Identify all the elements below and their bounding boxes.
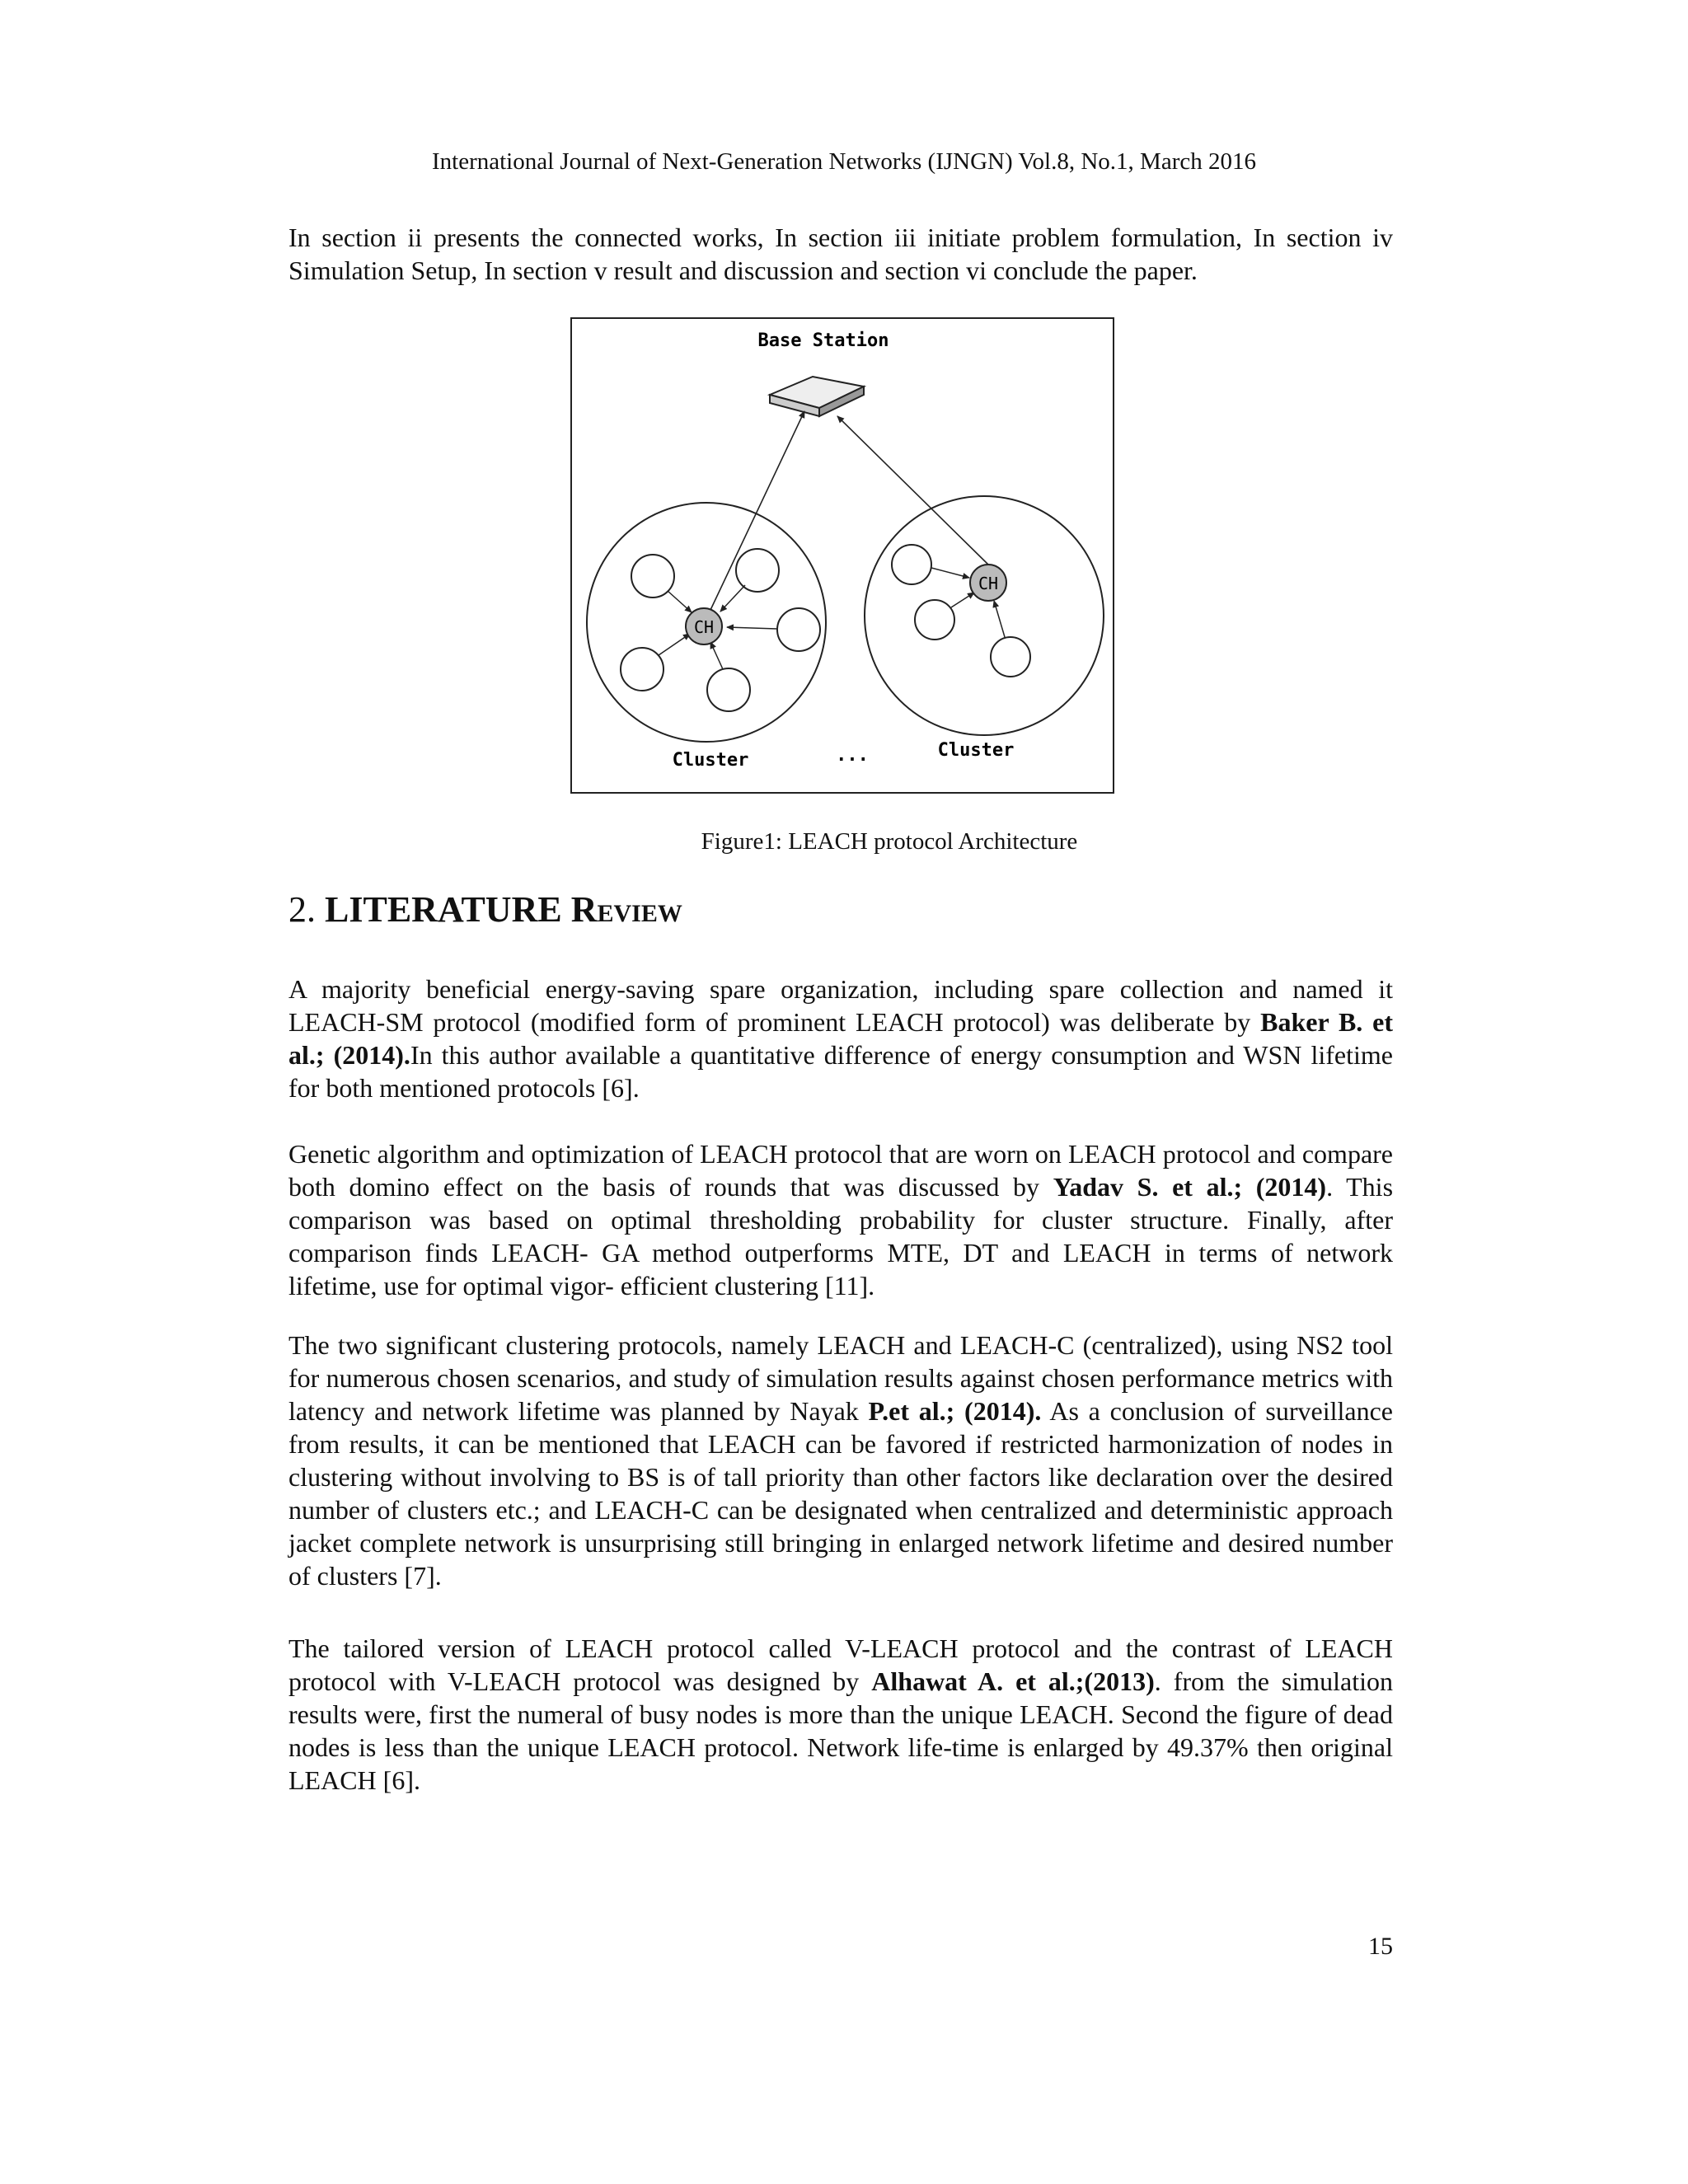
node (707, 668, 750, 711)
citation-baker: Baker B. et al.; (2014). (288, 1007, 1394, 1070)
section-title-small: EVIEW (597, 900, 682, 927)
section-heading (288, 888, 682, 930)
journal-header: International Journal of Next-Generation Networks (IJNGN) Vol.8, No.1, March 2016 (431, 148, 1256, 175)
base-station-icon (770, 377, 864, 416)
section-title-main: LITERATURE (325, 889, 562, 930)
cluster-label-2: Cluster (937, 740, 1015, 761)
link-ch2-to-bs (837, 416, 988, 565)
base-station-label: Base Station (757, 330, 889, 351)
node (736, 549, 779, 592)
node (915, 600, 954, 640)
cluster-ellipsis: ... (836, 745, 869, 766)
node (777, 608, 820, 651)
ch-label: CH (693, 617, 715, 637)
leach-architecture-figure (570, 317, 1114, 794)
page-number: 15 (1368, 1933, 1393, 1960)
citation-alhawat: Alhawat A. et al.;(2013) (871, 1666, 1155, 1696)
node (621, 648, 663, 691)
node (892, 545, 931, 584)
citation-nayak: P.et al.; (2014). (868, 1396, 1042, 1426)
paragraph-3: The two significant clustering protocols, namely LEACH and LEACH-C (centralized), using NS2 tool for numerous chosen scenarios, and study of simulation results against chosen performance metrics with latency and network lifetime was planned by Nayak P.et al.; (2014). As a conclusion of surveillance from results, it can be mentioned that LEACH can be favored if restricted harmonization of nodes in clustering without involving to BS is of tall priority than other factors like declaration over the desired number of clusters etc.; and LEACH-C can be designated when centralized and deterministic approach jacket complete network is unsurprising still bringing in enlarged network lifetime and desired number of clusters [7]. (288, 1330, 1394, 1591)
figure-caption: Figure1: LEACH protocol Architecture (701, 828, 1078, 855)
paragraph-1: A majority beneficial energy-saving spare organization, including spare collection and named it LEACH-SM protocol (modified form of prominent LEACH protocol) was deliberate by Baker B. et al.; (2014).In this author available a quantitative difference of energy consumption and WSN lifetime for both mentioned protocols [6]. (288, 974, 1394, 1103)
node (991, 637, 1030, 677)
intro-paragraph: In section ii presents the connected works, In section iii initiate problem formulation, In section iv Simulation Setup, In section v result and discussion and section vi conclude the paper. (288, 223, 1393, 285)
section-title-cap: R (570, 889, 598, 930)
cluster-label-1: Cluster (672, 750, 749, 771)
ch-label: CH (978, 574, 999, 593)
cluster-2-boundary (865, 496, 1104, 735)
citation-yadav: Yadav S. et al.; (2014) (1053, 1172, 1327, 1202)
paragraph-4: The tailored version of LEACH protocol called V-LEACH protocol and the contrast of LEACH protocol with V-LEACH protocol was designed by Alhawat A. et al.;(2013). from the simulation results were, first the numeral of busy nodes is more than the unique LEACH. Second the figure of dead nodes is less than the unique LEACH protocol. Network life-time is enlarged by 49.37% then original LEACH [6]. (288, 1633, 1394, 1795)
section-number: 2. (288, 889, 316, 930)
paragraph-2: Genetic algorithm and optimization of LEACH protocol that are worn on LEACH protocol and compare both domino effect on the basis of rounds that was discussed by Yadav S. et al.; (2014). This comparison was based on optimal thresholding probability for cluster structure. Finally, after comparison finds LEACH- GA method outperforms MTE, DT and LEACH in terms of network lifetime, use for optimal vigor- efficient clustering [11]. (288, 1139, 1394, 1301)
